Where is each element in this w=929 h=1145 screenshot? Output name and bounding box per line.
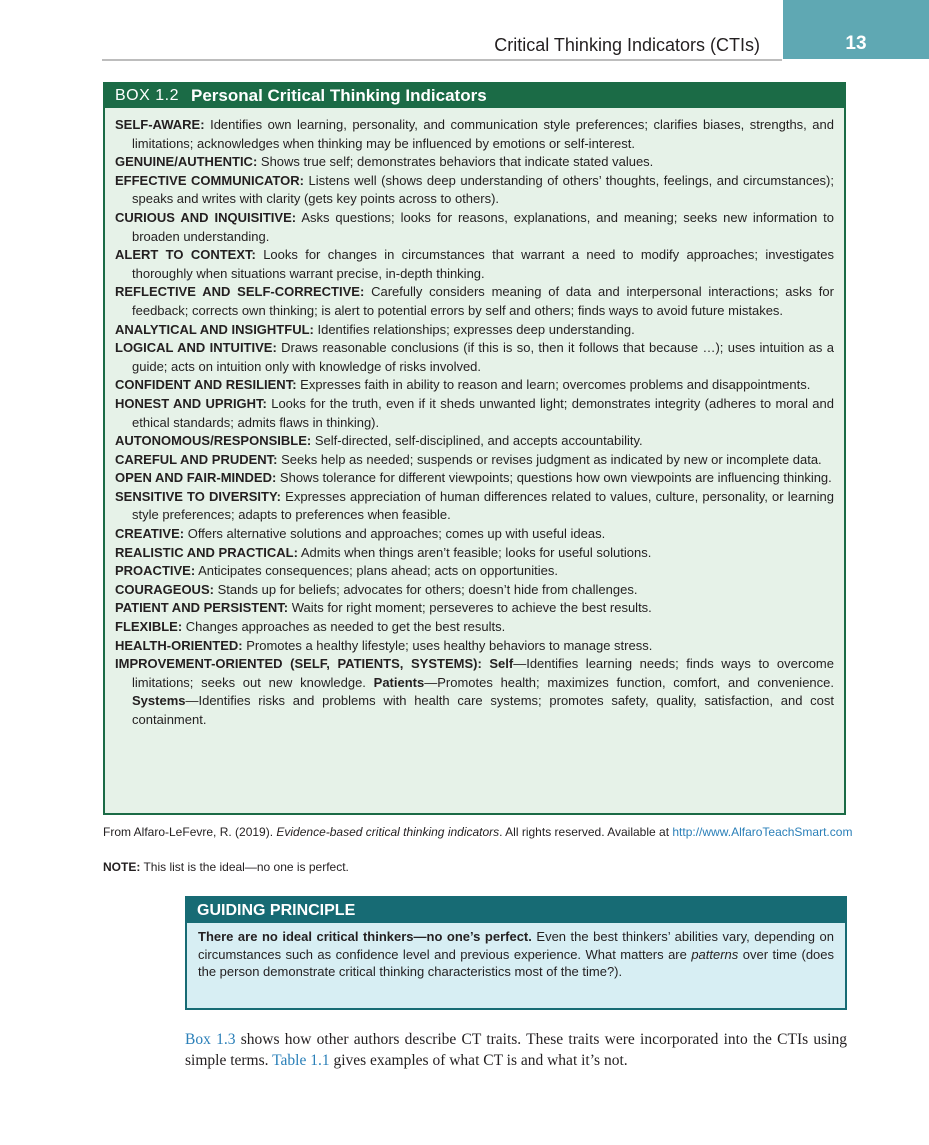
indicator-entry [115,451,834,470]
page-number-tab [783,0,929,59]
indicator-entry [115,172,834,209]
indicator-term: GENUINE/AUTHENTIC: [115,154,258,170]
indicator-term: ALERT TO CONTEXT: [115,247,256,263]
note-label: NOTE: [103,860,141,874]
box-label: BOX 1.2 [115,87,179,104]
indicator-term: HONEST AND UPRIGHT: [115,395,267,411]
note [103,860,349,874]
source-citation [103,824,863,840]
principle-bold-text: There are no ideal critical thinkers—no one’s perfect. [198,929,532,944]
source-suffix: . All rights reserved. Available at [499,825,673,839]
indicator-description: Promotes a healthy lifestyle; uses healthy behaviors to manage stress. [246,637,653,653]
indicator-description: Identifies own learning, personality, and communication style preferences; clarifies biases, strengths, and limitations; acknowledges when thinking may be influenced by emotions or self-interest. [132,117,834,151]
source-url-link[interactable]: http://www.AlfaroTeachSmart.com [672,825,853,839]
indicator-term: OPEN AND FAIR-MINDED: [115,470,277,486]
box-1-2 [103,82,846,815]
indicator-description: Looks for changes in circumstances that warrant a need to modify approaches; investigates thoroughly when situations warrant precise, in-depth thinking. [132,247,834,281]
indicator-entry [115,376,834,395]
indicator-entry [115,544,834,563]
source-prefix: From Alfaro-LeFevre, R. (2019). [103,825,277,839]
box-title: Personal Critical Thinking Indicators [190,86,487,105]
header-rule [102,59,782,61]
patients-text: —Promotes health; maximizes function, comfort, and convenience. [424,674,834,690]
indicator-entry [115,488,834,525]
indicator-entry [115,562,834,581]
indicator-description: Listens well (shows deep understanding of others’ thoughts, feelings, and circumstances); speaks and writes with clarity (gets key points across to others). [132,172,834,207]
source-work-title: Evidence-based critical thinking indicators [276,825,500,839]
indicator-description: Shows tolerance for different viewpoints; questions how own viewpoints are influencing thinking. [279,470,832,486]
box-1-3-link[interactable]: Box 1.3 [185,1031,236,1048]
indicator-entry [115,432,834,451]
systems-label: Systems [132,693,186,709]
body-paragraph [185,1029,847,1071]
indicator-entry [115,469,834,488]
indicator-description: Expresses appreciation of human differences related to values, culture, personality, or learning style preferences; adapts to preferences when feasible. [132,488,834,523]
indicator-entry [115,637,834,656]
indicator-entry [115,209,834,246]
indicator-description: Waits for right moment; perseveres to achieve the best results. [291,600,652,616]
indicator-description: Asks questions; looks for reasons, explanations, and meaning; seeks new information to broaden understanding. [132,209,834,244]
guiding-principle-body [187,923,845,981]
indicator-term: PATIENT AND PERSISTENT: [115,600,289,616]
box-body [105,108,844,730]
indicator-entry [115,116,834,153]
running-header: Critical Thinking Indicators (CTIs) [494,35,760,55]
self-text: —Identifies learning needs; finds ways to overcome limitations; seeks out new knowledge. [132,656,834,690]
indicator-entry [115,618,834,637]
indicator-description: Carefully considers meaning of data and interpersonal interactions; asks for feedback; corrects own thinking; is alert to potential errors by self and others; finds ways to avoid future mistakes. [132,284,834,318]
indicator-description: Seeks help as needed; suspends or revises judgment as indicated by new or incomplete data. [281,451,822,467]
guiding-principle-heading: GUIDING PRINCIPLE [187,898,845,923]
principle-text-1: Even the best thinkers’ abilities vary, depending on circumstances such as confidence level and previous experience. What matters are [198,929,834,962]
indicator-entry [115,283,834,320]
indicator-list [115,116,834,655]
indicator-term: LOGICAL AND INTUITIVE: [115,340,277,356]
principle-text-2: over time (does the person demonstrate critical thinking characteristics most of the time?). [198,946,835,979]
indicator-entry [115,395,834,432]
systems-text: —Identifies risks and problems with health care systems; promotes safety, quality, satisfaction, and cost containment. [132,693,834,727]
indicator-term: AUTONOMOUS/RESPONSIBLE: [115,433,312,449]
principle-italic-text: patterns [691,946,739,962]
indicator-term: CAREFUL AND PRUDENT: [115,451,278,467]
table-1-1-link[interactable]: Table 1.1 [272,1052,330,1069]
indicator-description: Self-directed, self-disciplined, and accepts accountability. [314,433,643,449]
indicator-description: Stands up for beliefs; advocates for others; doesn’t hide from challenges. [217,581,638,597]
indicator-term: CURIOUS AND INQUISITIVE: [115,209,297,225]
indicator-entry [115,153,834,172]
page-number: 13 [845,33,867,54]
indicator-description: Offers alternative solutions and approaches; comes up with useful ideas. [187,526,606,542]
indicator-entry [115,339,834,376]
indicator-term: REALISTIC AND PRACTICAL: [115,544,298,560]
indicator-description: Anticipates consequences; plans ahead; acts on opportunities. [198,563,558,579]
indicator-entry [115,246,834,283]
indicator-term: PROACTIVE: [115,563,196,579]
indicator-term: SELF-AWARE: [115,117,205,132]
indicator-term: CONFIDENT AND RESILIENT: [115,377,297,393]
indicator-entry [115,599,834,618]
indicator-entry [115,525,834,544]
indicator-description: Changes approaches as needed to get the best results. [185,619,506,635]
indicator-term: CREATIVE: [115,526,185,542]
patients-label: Patients [373,674,425,690]
indicator-description: Admits when things aren’t feasible; looks for useful solutions. [300,544,652,560]
indicator-term: REFLECTIVE AND SELF-CORRECTIVE: [115,284,365,300]
box-header [105,84,844,108]
indicator-term: ANALYTICAL AND INSIGHTFUL: [115,321,314,337]
indicator-description: Shows true self; demonstrates behaviors that indicate stated values. [260,154,654,170]
indicator-term: SENSITIVE TO DIVERSITY: [115,488,282,504]
guiding-principle-box [185,896,847,1010]
indicator-term: IMPROVEMENT-ORIENTED (SELF, PATIENTS, SYSTEMS): [115,656,482,672]
indicator-term: EFFECTIVE COMMUNICATOR: [115,172,304,188]
paragraph-text-1: shows how other authors describe CT traits. These traits were incorporated into the CTIs using simple terms. [185,1031,847,1069]
indicator-description: Expresses faith in ability to reason and learn; overcomes problems and disappointments. [300,377,811,393]
indicator-description: Identifies relationships; expresses deep understanding. [317,321,635,337]
self-label: Self [489,656,514,672]
indicator-description: Draws reasonable conclusions (if this is so, then it follows that because …); uses intuition as a guide; acts on intuition only with knowledge of risks involved. [132,340,834,374]
indicator-entry-improvement [115,655,834,729]
indicator-term: HEALTH-ORIENTED: [115,637,243,653]
indicator-entry [115,321,834,340]
indicator-term: COURAGEOUS: [115,581,214,597]
indicator-term: FLEXIBLE: [115,619,183,635]
indicator-entry [115,581,834,600]
note-text: This list is the ideal—no one is perfect. [140,860,349,874]
paragraph-text-2: gives examples of what CT is and what it’s not. [329,1052,628,1069]
indicator-description: Looks for the truth, even if it sheds unwanted light; demonstrates integrity (adheres to moral and ethical standards; admits flaws in thinking). [132,395,834,430]
